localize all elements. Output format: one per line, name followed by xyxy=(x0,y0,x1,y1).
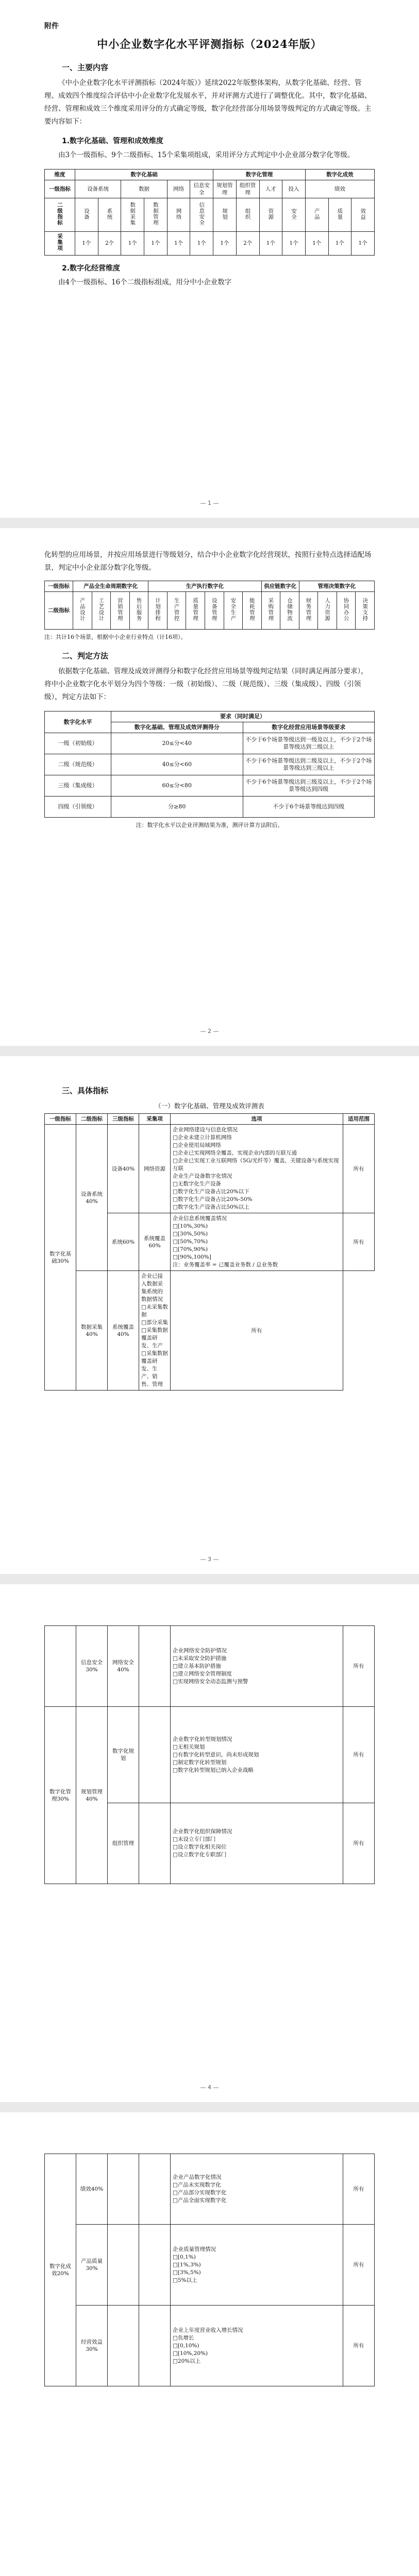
t3-r3-c1: 分≥80 xyxy=(111,796,243,818)
table-4-assessment xyxy=(44,1113,375,1391)
t3-r0-c2: 不少于6个场景等级达到一级及以上，不少于2个场景等级达到二级以上 xyxy=(243,733,375,754)
table-row xyxy=(45,733,375,754)
t1-r0-c13: 效益 xyxy=(351,198,375,232)
p5-l1c: 经营效益30% xyxy=(76,2306,108,2386)
table-row xyxy=(45,754,375,775)
p4-dim2: 数字化管理30% xyxy=(45,1707,76,1884)
table-4-effect xyxy=(44,2154,375,2386)
t4-h3: 采集项 xyxy=(139,1114,171,1125)
t2-r0-c3: 营销管理 xyxy=(111,592,130,630)
t2-r0-c0: 二级指标 xyxy=(45,592,73,630)
document-title: 中小企业数字化水平评测指标（2024年版） xyxy=(97,38,322,50)
p4-l2c: 组织管理 xyxy=(108,1803,139,1884)
t1-r0-c12: 质量 xyxy=(328,198,351,232)
t1-r0-c6: 信息安全 xyxy=(190,198,213,232)
table-row xyxy=(45,1125,375,1213)
p4-l1: 信息安全30% xyxy=(76,1626,108,1707)
t3-r2-c2: 不少于6个场景等级达到三级及以上，不少于2个场景等级达到四级 xyxy=(243,775,375,796)
t2-r0-c15: 协同办公 xyxy=(337,592,356,630)
t1-r1-c12: 1个 xyxy=(328,232,351,256)
t4-h4: 选项 xyxy=(171,1114,343,1125)
t1-sub-9: 绩效 xyxy=(305,180,374,198)
t3-r2-c1: 60≤分<80 xyxy=(111,775,243,796)
t2-r0-c12: 仓储物流 xyxy=(280,592,299,630)
t1-sub-6: 组织管理 xyxy=(236,180,259,198)
table-3-levels xyxy=(44,711,375,818)
t2-h2: 生产执行数字化 xyxy=(148,581,261,592)
subsection-2-title: 2.数字化经营维度 xyxy=(62,264,121,273)
t1-sub-2: 数据 xyxy=(121,180,167,198)
p5-options-b: 企业质量管理情况 □[0,1%) □[1%,3%) □[3%,5%) □5%以上 xyxy=(171,2225,343,2306)
t1-sub-4: 信息安全 xyxy=(190,180,213,198)
t4-options-a: 企业网络建设与信息化情况 □企业未建立计算机网络 □企业使用局域网络 □企业已实现网络全覆盖，实现企业内部的互联互通 □企业已实现工业互联网络（5G/光纤等）覆盖，关键设备与系统实现互联 企业生产设备数字化情况 □无数字化生产设备 □数字化生产设备占比20%以下 □数字化生产设备占比20%-50% □数字化生产设备占比50%以上 xyxy=(171,1125,343,1213)
table-2-scenarios xyxy=(44,581,375,630)
t4-h1: 二级指标 xyxy=(76,1114,108,1125)
p4-scope-b: 所有 xyxy=(343,1707,375,1803)
t1-header-dim: 维度 xyxy=(45,170,75,180)
t4-l2c: 数据采集40% xyxy=(76,1271,108,1391)
t3-r1-c0: 二级（规范级） xyxy=(45,754,111,775)
subsection-2-text: 由4个一级指标、16个二级指标组成，用分中小企业数字 xyxy=(58,278,232,286)
t4-l2b: 系统60% xyxy=(108,1213,139,1271)
intro-paragraph: 《中小企业数字化水平评测指标（2024年版）》延续2022年版整体架构，从数字化基础、经营、管理、成效四个维度综合评估中小企业数字化发展水平，并对评测方式进行了调整优化。其中，数字化基础、经营、管理和成效三个维度采用评分的方式确定等级，数字化经营部分用场景等级判定的方式确定等级。主要内容如下： xyxy=(44,79,372,126)
p5-l1a: 绩效40% xyxy=(76,2154,108,2225)
t1-r0-c7: 规划 xyxy=(213,198,237,232)
p4-options-a: 企业网络安全防护情况 □未采取安全防护措施 □建立基本防护措施 □建立网络安全管理制度 □实现网络安全动态监测与预警 xyxy=(171,1626,343,1707)
t2-r0-c4: 售后服务 xyxy=(129,592,148,630)
section-2-title: 二、判定方法 xyxy=(62,651,109,660)
page-number-1: — 1 — xyxy=(200,500,219,506)
t4-scope-a: 所有 xyxy=(343,1125,375,1213)
t1-r1-c0: 采集项 xyxy=(45,232,75,256)
p4-scope-a: 所有 xyxy=(343,1626,375,1707)
table-row xyxy=(45,2154,375,2225)
table-row xyxy=(45,1626,375,1707)
t3-r2-c0: 三级（集成级） xyxy=(45,775,111,796)
t3-caption: 要求（同时满足） xyxy=(111,711,375,722)
t1-header-effect: 数字化成效 xyxy=(305,170,374,180)
t2-r0-c7: 质量管理 xyxy=(186,592,205,630)
p5-options-c: 企业上年度营业收入增长情况 □负增长 □[0,10%) □[10%,20%) □20%以上 xyxy=(171,2306,343,2386)
judge-paragraph: 依据数字化基础、管理及成效评测得分和数字化经营应用场景等级判定结果（同时满足两部分要求），将中小企业数字化水平划分为四个等级：一级（初始级）、二级（规范级）、三级（集成级）、四级（引领级），判定方法如下： xyxy=(44,667,368,701)
t2-r0-c8: 设备管理 xyxy=(205,592,224,630)
table-row xyxy=(45,198,375,232)
t1-r1-c11: 1个 xyxy=(305,232,328,256)
t3-h0: 数字化水平 xyxy=(45,711,111,733)
t4-l3b: 系统覆盖40% xyxy=(108,1271,139,1391)
table-row xyxy=(45,1707,375,1803)
t3-r0-c1: 20≤分<40 xyxy=(111,733,243,754)
t3-r1-c1: 40≤分<60 xyxy=(111,754,243,775)
t4-h5: 适用范围 xyxy=(343,1114,375,1125)
t1-header-manage: 数字化管理 xyxy=(213,170,306,180)
subsection-1-text: 由3个一级指标、9个二级指标、15个采集项组成，采用评分方式判定中小企业部分数字化等级。 xyxy=(58,151,355,159)
t1-r0-c10: 安全 xyxy=(282,198,306,232)
t4-l2a: 设备40% xyxy=(108,1125,139,1213)
t1-r0-c8: 组织 xyxy=(236,198,259,232)
t1-r1-c2: 2个 xyxy=(98,232,121,256)
t1-r1-c3: 1个 xyxy=(121,232,144,256)
t1-r1-c4: 1个 xyxy=(144,232,167,256)
p5-scope-b: 所有 xyxy=(343,2225,375,2306)
p4-dim-blank xyxy=(45,1626,76,1707)
table-3-note: 注：数字化水平以企业评测结果为准，测评计算方法附后。 xyxy=(136,822,283,828)
t1-r1-c10: 1个 xyxy=(282,232,306,256)
table-1-indicators xyxy=(44,169,375,256)
t3-h1: 数字化基础、管理及成效评测得分 xyxy=(111,722,243,733)
continued-text: 化转型的应用场景，并按应用场景进行等级划分，结合中小企业数字化经营现状，按照行业特点选择适配场景，判定中小企业部分数字化等级。 xyxy=(44,551,372,572)
p5-blank-a1 xyxy=(108,2154,139,2225)
t4-options-c: 企业已接入数据采集系统的数据情况 □未采集数据 □部分采集 □采集数据覆盖研发、生产 □采集数据覆盖研发、生产、销售、管理 xyxy=(139,1271,171,1391)
t3-r1-c2: 不少于6个场景等级达到二级及以上，不少于2个场景等级达到三级以上 xyxy=(243,754,375,775)
page-number-3: — 3 — xyxy=(200,1556,219,1563)
page-5 xyxy=(0,2112,419,2576)
table-4-continued xyxy=(44,1625,375,1884)
t1-r1-c9: 1个 xyxy=(259,232,282,256)
t1-r0-c11: 产品 xyxy=(305,198,328,232)
t3-r3-c2: 不少于6个场景等级达到四级 xyxy=(243,796,375,818)
p4-scope-c: 所有 xyxy=(343,1803,375,1884)
p5-blank-c2 xyxy=(139,2306,171,2386)
p4-l1b: 规划管理40% xyxy=(76,1707,108,1884)
table-row xyxy=(45,232,375,256)
t4-scope-c: 所有 xyxy=(171,1271,343,1391)
page-1 xyxy=(0,0,419,518)
t4-scope-b: 所有 xyxy=(343,1213,375,1271)
t2-r0-c14: 人力资源 xyxy=(318,592,337,630)
p5-blank-b1 xyxy=(108,2225,139,2306)
p5-scope-a: 所有 xyxy=(343,2154,375,2225)
p4-l3-blank xyxy=(139,1626,171,1707)
p5-l1b: 产品质量30% xyxy=(76,2225,108,2306)
t2-h3: 供应链数字化 xyxy=(261,581,299,592)
table-row xyxy=(45,775,375,796)
t2-r0-c5: 计划排程 xyxy=(148,592,167,630)
p5-scope-c: 所有 xyxy=(343,2306,375,2386)
table-row xyxy=(45,2225,375,2306)
t1-sub-8: 投入 xyxy=(282,180,306,198)
t4-options-b: 企业信息系统覆盖情况 □[10%,30%) □[30%,50%) □[50%,70%) □[70%,90%) □[90%,100%] 注：业务覆盖率 = 已覆盖业务数 / 总业务数 xyxy=(171,1213,343,1271)
t4-h0: 一级指标 xyxy=(45,1114,76,1125)
table-2-note: 注：共计16个场景，根据中小企业行业特点（计16项）。 xyxy=(44,634,187,640)
section-3-title: 三、具体指标 xyxy=(62,1086,109,1095)
page-number-2: — 2 — xyxy=(200,1028,219,1035)
t3-r0-c0: 一级（初始级） xyxy=(45,733,111,754)
table-4-caption: （一）数字化基础、管理及成效评测表 xyxy=(155,1102,264,1110)
p4-options-b: 企业数字化转型规划情况 □无相关规划 □有数字化转型意识，尚未形成规划 □制定数字化转型规划 □数字化转型规划已纳入企业战略 xyxy=(171,1707,343,1803)
p5-blank-b2 xyxy=(139,2225,171,2306)
p5-dim: 数字化成效20% xyxy=(45,2154,76,2386)
t2-r0-c10: 能耗管理 xyxy=(243,592,262,630)
t1-r0-c2: 系统 xyxy=(98,198,121,232)
t1-sub-1: 设备系统 xyxy=(75,180,121,198)
table-row xyxy=(45,796,375,818)
t2-r0-c2: 工艺设计 xyxy=(92,592,111,630)
t1-r0-c0: 二级指标 xyxy=(45,198,75,232)
p4-options-c: 企业数字化组织保障情况 □未设立专门部门 □设立数字化相关岗位 □设立数字化专职部门 xyxy=(171,1803,343,1884)
p5-blank-c1 xyxy=(108,2306,139,2386)
t1-sub-0: 一级指标 xyxy=(45,180,75,198)
t1-sub-5: 规划管理 xyxy=(213,180,237,198)
t4-dim: 数字化基础30% xyxy=(45,1125,76,1391)
section-1-title: 一、主要内容 xyxy=(62,63,109,72)
t1-r0-c1: 设备 xyxy=(75,198,98,232)
t3-r3-c0: 四级（引领级） xyxy=(45,796,111,818)
t2-r0-c16: 决策支持 xyxy=(356,592,375,630)
t1-r1-c13: 1个 xyxy=(351,232,375,256)
t1-r1-c6: 1个 xyxy=(190,232,213,256)
t1-r1-c7: 1个 xyxy=(213,232,237,256)
t1-r1-c5: 1个 xyxy=(167,232,190,256)
p5-blank-a2 xyxy=(139,2154,171,2225)
t4-h2: 三级指标 xyxy=(108,1114,139,1125)
table-row xyxy=(45,1271,375,1391)
t2-r0-c13: 财务管理 xyxy=(299,592,318,630)
t2-r0-c1: 产品设计 xyxy=(73,592,92,630)
page-number-4: — 4 — xyxy=(200,2084,219,2091)
t2-h1: 产品全生命周期数字化 xyxy=(73,581,148,592)
t1-r0-c4: 数据管理 xyxy=(144,198,167,232)
page-3 xyxy=(0,1056,419,1574)
t4-l1: 设备系统40% xyxy=(76,1125,108,1271)
t4-l3c: 系统覆盖60% xyxy=(139,1213,171,1271)
t1-r0-c3: 数据采集 xyxy=(121,198,144,232)
table-row xyxy=(45,592,375,630)
t2-h0: 一级指标 xyxy=(45,581,73,592)
t1-sub-3: 网络 xyxy=(167,180,190,198)
subsection-1-title: 1.数字化基础、管理和成效维度 xyxy=(62,137,164,145)
p5-options-a: 企业产品数字化情况 □产品未实现数字化 □产品部分实现数字化 □产品全面实现数字化 xyxy=(171,2154,343,2225)
t1-sub-7: 人才 xyxy=(259,180,282,198)
p4-l3c-blank xyxy=(139,1803,171,1884)
t1-r0-c5: 网络 xyxy=(167,198,190,232)
p4-l3b-blank xyxy=(139,1707,171,1803)
t2-r0-c11: 采购管理 xyxy=(261,592,280,630)
page-2 xyxy=(0,528,419,1046)
table-row xyxy=(45,2306,375,2386)
t2-h4: 管理决策数字化 xyxy=(299,581,374,592)
t1-r1-c8: 2个 xyxy=(236,232,259,256)
t2-r0-c6: 生产管控 xyxy=(167,592,186,630)
t1-r0-c9: 资源 xyxy=(259,198,282,232)
attachment-label: 附件 xyxy=(44,22,59,30)
t3-h2: 数字化经营应用场景等级要求 xyxy=(243,722,375,733)
page-4 xyxy=(0,1584,419,2102)
t1-r1-c1: 1个 xyxy=(75,232,98,256)
t2-r0-c9: 安全生产 xyxy=(224,592,243,630)
t1-header-basic: 数字化基础 xyxy=(75,170,213,180)
t4-l3a: 网络资源 xyxy=(139,1125,171,1213)
p4-l2b: 数字化规划 xyxy=(108,1707,139,1803)
p4-l2: 网络安全40% xyxy=(108,1626,139,1707)
